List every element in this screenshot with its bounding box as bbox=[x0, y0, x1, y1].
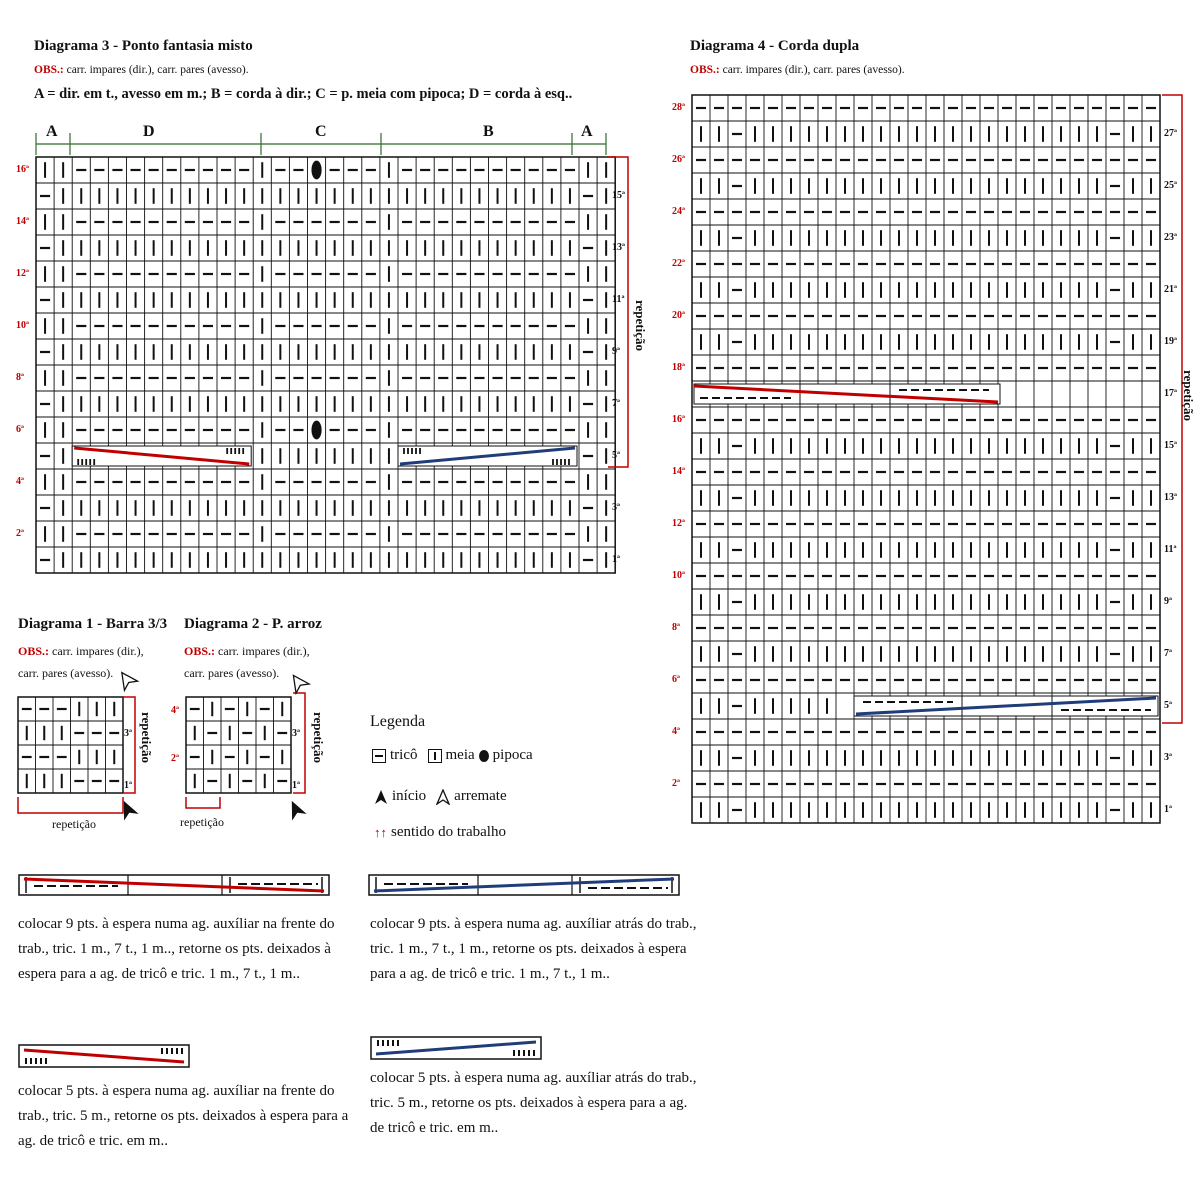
purl-symbol-icon bbox=[372, 749, 386, 763]
diagram4-obs-text: carr. impares (dir.), carr. pares (avesso). bbox=[719, 64, 905, 76]
cable9-front-symbol bbox=[18, 874, 330, 896]
diagram1-start-arrow-icon bbox=[117, 798, 139, 821]
cable9-back-desc: colocar 9 pts. à espera numa ag. auxíliar atrás do trab., tric. 1 m., 7 t., 1 m., retorne os pts. deixados à espera para a ag. de tricô e tric. 1 m., 7 t., 1 m.. bbox=[370, 916, 697, 982]
diagram3-row-label-left: 6ª bbox=[16, 424, 24, 435]
diagram2-obs-line1 bbox=[184, 644, 310, 659]
diagram4-row-label-left: 4ª bbox=[672, 726, 680, 737]
diagram4-row-label-right: 3ª bbox=[1164, 752, 1172, 763]
diagram2-title: Diagrama 2 - P. arroz bbox=[184, 616, 322, 632]
diagram3-row-label-left: 8ª bbox=[16, 372, 24, 383]
diagram4-obs bbox=[690, 64, 905, 76]
diagram2-obs-label: OBS.: bbox=[184, 644, 216, 658]
diagram1-finish-arrow-icon bbox=[115, 668, 137, 690]
diagram3-obs-text: carr. impares (dir.), carr. pares (avesso). bbox=[63, 64, 249, 76]
diagram4-row-label-left: 10ª bbox=[672, 570, 685, 581]
legend-trico: tricô bbox=[390, 747, 418, 763]
diagram4-row-label-left: 14ª bbox=[672, 466, 685, 477]
diagram1-repeat-side: repetição bbox=[139, 712, 154, 764]
diagram3-colhead-a1: A bbox=[46, 123, 58, 140]
diagram3-row-label-left: 4ª bbox=[16, 476, 24, 487]
diagram4-obs-label: OBS.: bbox=[690, 64, 720, 76]
diagram1-row-label-3: 3ª bbox=[124, 728, 132, 739]
diagram2-repeat-side-bracket bbox=[293, 693, 305, 793]
diagram4-row-label-right: 19ª bbox=[1164, 336, 1177, 347]
diagram3-row-label-right: 15ª bbox=[612, 190, 625, 201]
diagram3-row-label-right: 11ª bbox=[612, 294, 625, 305]
diagram4-row-label-left: 24ª bbox=[672, 206, 685, 217]
diagram3-row-label-right: 7ª bbox=[612, 398, 620, 409]
diagram1-repeat-side-bracket bbox=[123, 697, 135, 793]
cable5-back-symbol bbox=[370, 1036, 542, 1060]
diagram3-colhead-d: D bbox=[143, 123, 155, 140]
diagram2-repeat-bottom: repetição bbox=[180, 815, 224, 829]
diagram4-row-label-left: 20ª bbox=[672, 310, 685, 321]
diagram3-row-label-right: 13ª bbox=[612, 242, 625, 253]
diagram4-row-label-left: 22ª bbox=[672, 258, 685, 269]
diagram2-row-label-4: 4ª bbox=[171, 705, 179, 716]
diagram4-row-label-right: 7ª bbox=[1164, 648, 1172, 659]
diagram1-repeat-bottom: repetição bbox=[52, 817, 96, 831]
diagram4-row-label-right: 25ª bbox=[1164, 180, 1177, 191]
cable5-back-desc: colocar 5 pts. à espera numa ag. auxíliar atrás do trab., tric. 5 m., retorne os pts. deixados à espera para a ag. de tricô e tric. em m.. bbox=[370, 1070, 697, 1136]
cable5-front-symbol bbox=[18, 1044, 190, 1068]
diagram3-title: Diagrama 3 - Ponto fantasia misto bbox=[34, 38, 253, 54]
legend-row-stitches bbox=[372, 747, 533, 764]
diagram4-row-label-left: 12ª bbox=[672, 518, 685, 529]
diagram3-row-label-left: 14ª bbox=[16, 216, 29, 227]
diagram4-row-label-left: 6ª bbox=[672, 674, 680, 685]
diagram2-repeat-side: repetição bbox=[311, 712, 326, 764]
diagram2-row-label-2: 2ª bbox=[171, 753, 179, 764]
diagram3-row-label-left: 2ª bbox=[16, 528, 24, 539]
diagram4-row-label-right: 13ª bbox=[1164, 492, 1177, 503]
diagram1-obs-text: carr. impares (dir.), bbox=[49, 644, 144, 658]
diagram3-row-label-right: 3ª bbox=[612, 502, 620, 513]
diagram4-row-label-right: 15ª bbox=[1164, 440, 1177, 451]
diagram4-row-label-left: 28ª bbox=[672, 102, 685, 113]
diagram2-obs-line2: carr. pares (avesso). bbox=[184, 666, 280, 680]
diagram4-row-label-right: 23ª bbox=[1164, 232, 1177, 243]
diagram2-start-arrow-icon bbox=[285, 798, 307, 821]
diagram3-key-line: A = dir. em t., avesso em m.; B = corda à dir.; C = p. meia com pipoca; D = corda à esq.. bbox=[34, 86, 573, 102]
start-arrow-icon bbox=[374, 789, 388, 805]
diagram2-row-label-1: 1ª bbox=[292, 780, 300, 791]
diagram4-title: Diagrama 4 - Corda dupla bbox=[690, 38, 860, 54]
bobble-stitch bbox=[311, 421, 321, 440]
finish-arrow-icon bbox=[436, 789, 450, 805]
diagram4-row-label-right: 5ª bbox=[1164, 700, 1172, 711]
diagram4-row-label-right: 17ª bbox=[1164, 388, 1177, 399]
diagram1-obs-line1 bbox=[18, 644, 144, 659]
diagram3-repeat-label: repetição bbox=[633, 300, 648, 352]
diagram1-row-label-1: 1ª bbox=[124, 780, 132, 791]
diagram2-row-label-3: 3ª bbox=[292, 728, 300, 739]
diagram4-row-label-left: 16ª bbox=[672, 414, 685, 425]
cable9-front-desc: colocar 9 pts. à espera numa ag. auxíliar na frente do trab., tric. 1 m., 7 t., 1 m.., retorne os pts. deixados à espera para a ag. de tricô e tric. 1 m., 7 t., 1 m.. bbox=[18, 916, 335, 982]
diagram3-row-label-right: 1ª bbox=[612, 554, 620, 565]
diagram4-row-label-right: 21ª bbox=[1164, 284, 1177, 295]
legend-meia: meia bbox=[445, 747, 475, 763]
diagram3-colhead-a2: A bbox=[581, 123, 593, 140]
knit-symbol-icon bbox=[428, 749, 442, 763]
cable9-back-symbol bbox=[368, 874, 680, 896]
legend-title: Legenda bbox=[370, 713, 426, 730]
legend-inicio: início bbox=[392, 788, 427, 804]
diagram4-row-label-right: 9ª bbox=[1164, 596, 1172, 607]
cable5-front-desc: colocar 5 pts. à espera numa ag. auxíliar na frente do trab., tric. 5 m., retorne os pts. deixados à espera para a ag. de tricô e tric. em m.. bbox=[18, 1083, 349, 1149]
legend-pipoca: pipoca bbox=[492, 747, 533, 763]
legend-row-arrows bbox=[374, 788, 507, 805]
diagram3-row-label-right: 5ª bbox=[612, 450, 620, 461]
diagram4-row-label-left: 26ª bbox=[672, 154, 685, 165]
diagram3-row-label-right: 9ª bbox=[612, 346, 620, 357]
diagram3-row-label-left: 10ª bbox=[16, 320, 29, 331]
diagram4-row-label-right: 11ª bbox=[1164, 544, 1177, 555]
diagram3-row-label-left: 16ª bbox=[16, 164, 29, 175]
diagram1-obs-label: OBS.: bbox=[18, 644, 50, 658]
diagram4-row-label-left: 2ª bbox=[672, 778, 680, 789]
diagram4-row-label-left: 8ª bbox=[672, 622, 680, 633]
diagram3-colhead-c: C bbox=[315, 123, 327, 140]
diagram3-obs-label: OBS.: bbox=[34, 64, 64, 76]
direction-arrows-icon: ↑↑ bbox=[374, 824, 387, 840]
bobble-stitch bbox=[311, 161, 321, 180]
diagram4-row-label-right: 27ª bbox=[1164, 128, 1177, 139]
diagram4-row-label-left: 18ª bbox=[672, 362, 685, 373]
diagram1-title: Diagrama 1 - Barra 3/3 bbox=[18, 616, 168, 632]
diagram2-repeat-bottom-bracket bbox=[186, 797, 220, 808]
diagram1-obs-line2: carr. pares (avesso). bbox=[18, 666, 114, 680]
diagram2-finish-arrow-icon bbox=[287, 671, 309, 693]
diagram1-repeat-bottom-bracket bbox=[18, 797, 123, 813]
bobble-symbol-icon bbox=[479, 750, 489, 762]
diagram3-row-label-left: 12ª bbox=[16, 268, 29, 279]
diagram2-obs-text: carr. impares (dir.), bbox=[215, 644, 310, 658]
legend-arremate: arremate bbox=[454, 788, 507, 804]
legend-row-direction bbox=[374, 824, 506, 841]
diagram3-colhead-b: B bbox=[483, 123, 494, 140]
legend-sentido: sentido do trabalho bbox=[391, 824, 506, 840]
diagram4-repeat-label: repetição bbox=[1181, 370, 1196, 422]
diagram4-row-label-right: 1ª bbox=[1164, 804, 1172, 815]
